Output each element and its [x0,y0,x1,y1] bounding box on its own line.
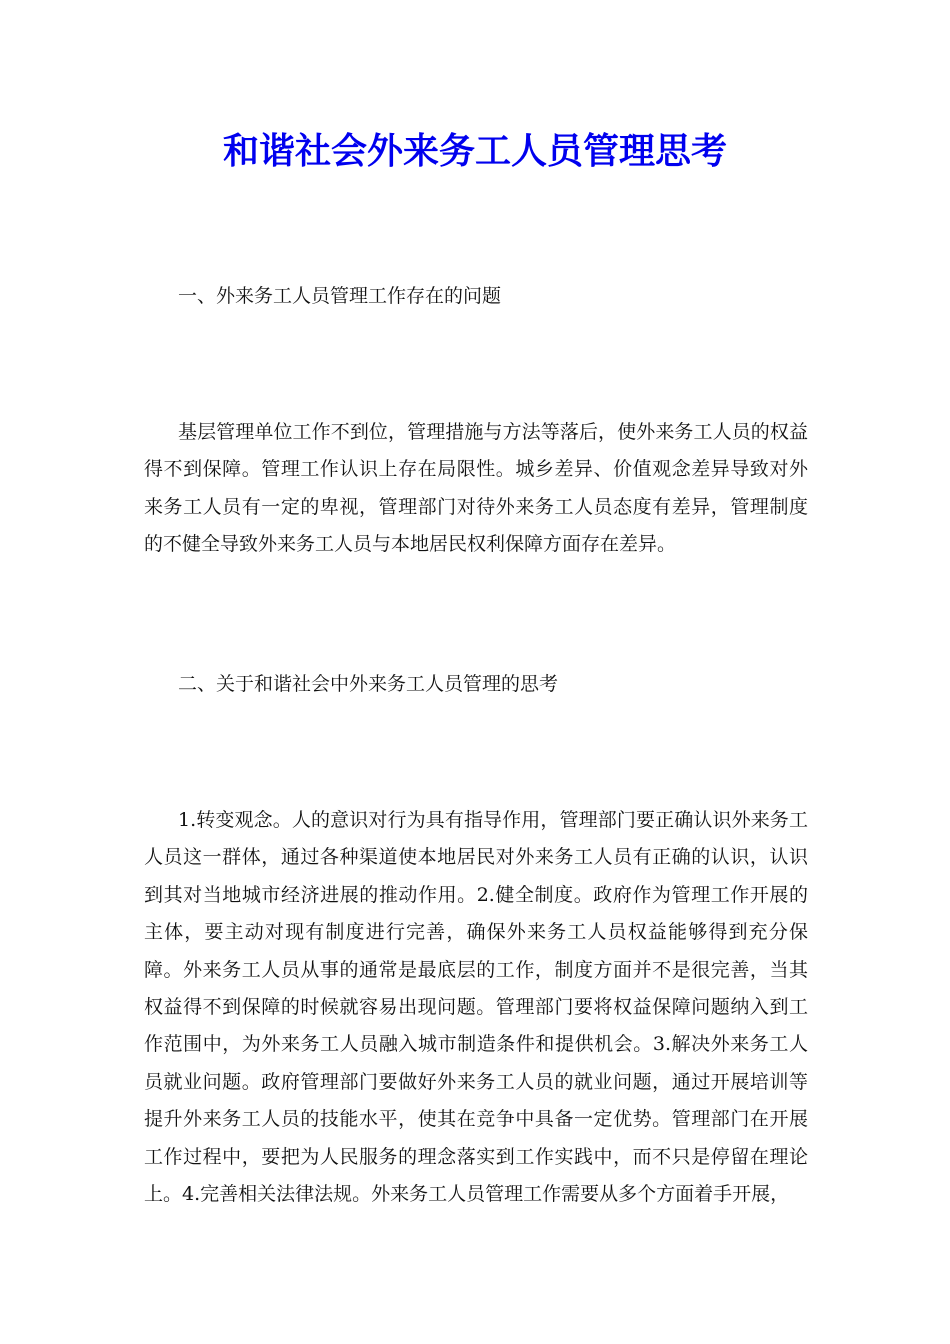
section-heading-2: 二、关于和谐社会中外来务工人员管理的思考 [178,673,559,695]
section-paragraph-2: 1.转变观念。人的意识对行为具有指导作用，管理部门要正确认识外来务工人员这一群体，通过各种渠道使本地居民对外来务工人员有正确的认识，认识到其对当地城市经济进展的推动作用。2.健全制度。政府作为管理工作开展的主体，要主动对现有制度进行完善，确保外来务工人员权益能够得到充分保障。外来务工人员从事的通常是最底层的工作，制度方面并不是很完善，当其权益得不到保障的时候就容易出现问题。管理部门要将权益保障问题纳入到工作范围中，为外来务工人员融入城市制造条件和提供机会。3.解决外来务工人员就业问题。政府管理部门要做好外来务工人员的就业问题，通过开展培训等提升外来务工人员的技能水平，使其在竞争中具备一定优势。管理部门在开展工作过程中，要把为人民服务的理念落实到工作实践中，而不只是停留在理论上。4.完善相关法律法规。外来务工人员管理工作需要从多个方面着手开展， [144,809,808,1206]
section-paragraph-1: 基层管理单位工作不到位，管理措施与方法等落后，使外来务工人员的权益得不到保障。管理工作认识上存在局限性。城乡差异、价值观念差异导致对外来务工人员有一定的卑视，管理部门对待外来务工人员态度有差异，管理制度的不健全导致外来务工人员与本地居民权利保障方面存在差异。 [144,421,808,556]
document-title: 和谐社会外来务工人员管理思考 [222,131,727,172]
section-heading-1: 一、外来务工人员管理工作存在的问题 [178,285,502,307]
